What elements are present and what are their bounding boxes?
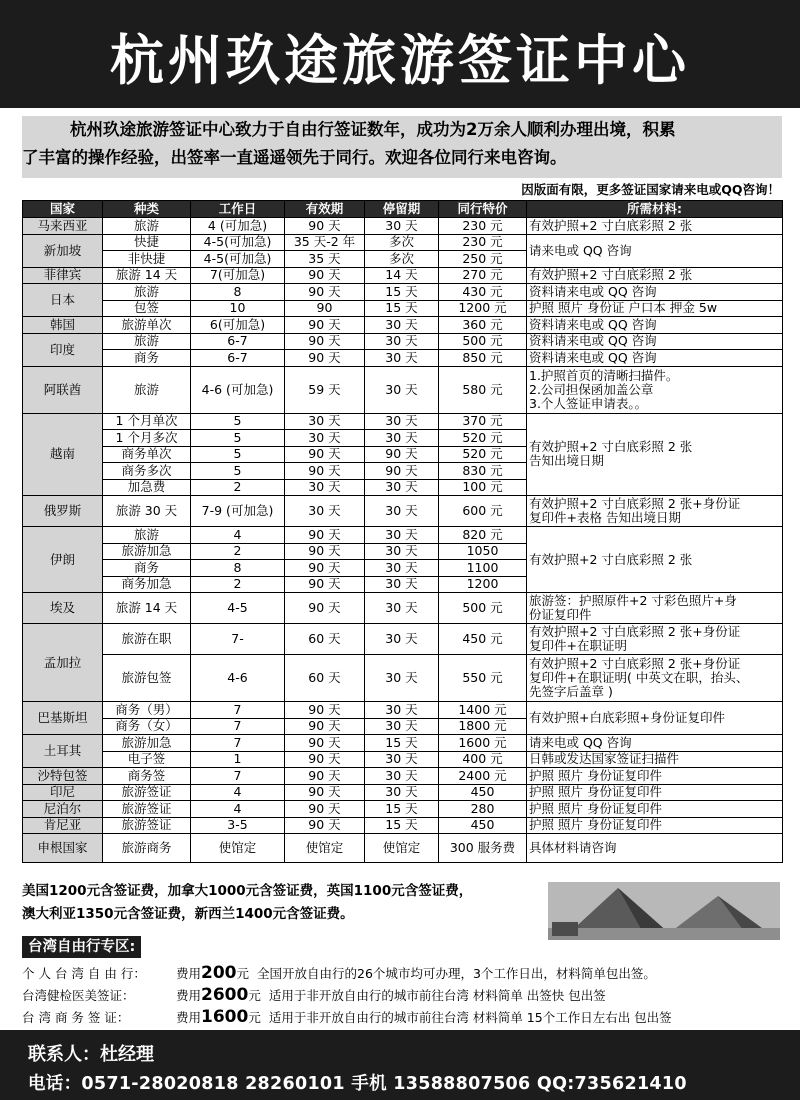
validity-cell: 90 天: [285, 718, 365, 735]
price-cell: 500 元: [439, 333, 527, 350]
workdays-cell: 8: [191, 560, 285, 577]
stay-cell: 多次: [365, 234, 439, 251]
header-stay: 停留期: [365, 201, 439, 218]
type-cell: 旅游加急: [103, 735, 191, 752]
stay-cell: 30 天: [365, 333, 439, 350]
price-cell: 830 元: [439, 463, 527, 480]
extra-line: 美国1200元含签证费，加拿大1000元含签证费，英国1100元含签证费，: [22, 883, 473, 899]
table-row: [23, 801, 783, 818]
requirement-line: 有效护照+2 寸白底彩照 2 张+身份证: [529, 496, 741, 511]
stay-cell: 30 天: [365, 543, 439, 560]
validity-cell: 90 天: [285, 333, 365, 350]
table-row: [23, 413, 783, 430]
requirement-line: 复印件+在职证明: [529, 638, 627, 653]
requirement-line: 2.公司担保函加盖公章: [529, 381, 654, 397]
stay-cell: 30 天: [365, 576, 439, 593]
table-row: [23, 768, 783, 785]
table-row: [23, 267, 783, 284]
requirements-cell: 有效护照+白底彩照+身份证复印件: [527, 702, 783, 735]
workdays-cell: 7: [191, 718, 285, 735]
price-cell: 2400 元: [439, 768, 527, 785]
country-cell: 伊朗: [23, 527, 103, 593]
requirements-cell: 资料请来电或 QQ 咨询: [527, 350, 783, 367]
table-row: [23, 834, 783, 863]
price-cell: 580 元: [439, 366, 527, 413]
type-cell: 商务: [103, 350, 191, 367]
price-cell: 850 元: [439, 350, 527, 367]
pyramids-image: [548, 882, 780, 940]
price-cell: 1200 元: [439, 300, 527, 317]
workdays-cell: 5: [191, 463, 285, 480]
workdays-cell: 2: [191, 576, 285, 593]
stay-cell: 使馆定: [365, 834, 439, 863]
country-cell: 肯尼亚: [23, 817, 103, 834]
header-banner: [0, 0, 800, 108]
header-country: 国家: [23, 201, 103, 218]
stay-cell: 30 天: [365, 702, 439, 719]
intro-line: 了丰富的操作经验，出签率一直遥遥领先于同行。欢迎各位同行来电咨询。: [22, 148, 567, 167]
country-cell: 印尼: [23, 784, 103, 801]
validity-cell: 30 天: [285, 479, 365, 496]
table-row: [23, 366, 783, 413]
stay-cell: 30 天: [365, 784, 439, 801]
country-cell: 印度: [23, 333, 103, 366]
workdays-cell: 6-7: [191, 350, 285, 367]
workdays-cell: 7: [191, 735, 285, 752]
stay-cell: 30 天: [365, 768, 439, 785]
price-cell: 1600 元: [439, 735, 527, 752]
price-cell: 550 元: [439, 655, 527, 702]
country-cell: 埃及: [23, 593, 103, 624]
stay-cell: 30 天: [365, 655, 439, 702]
type-cell: 加急费: [103, 479, 191, 496]
validity-cell: 90 天: [285, 317, 365, 334]
type-cell: 1 个月单次: [103, 413, 191, 430]
stay-cell: 多次: [365, 251, 439, 268]
stay-cell: 15 天: [365, 300, 439, 317]
price-cell: 520 元: [439, 430, 527, 447]
price-cell: 360 元: [439, 317, 527, 334]
stay-cell: 15 天: [365, 801, 439, 818]
workdays-cell: 7(可加急): [191, 267, 285, 284]
country-cell: 韩国: [23, 317, 103, 334]
requirement-line: 复印件+在职证明( 中英文在职，抬头、: [529, 670, 749, 685]
type-cell: 旅游: [103, 218, 191, 235]
header-validity: 有效期: [285, 201, 365, 218]
requirement-line: 有效护照+2 寸白底彩照 2 张: [529, 439, 693, 455]
requirements-cell: 资料请来电或 QQ 咨询: [527, 333, 783, 350]
price-cell: 520 元: [439, 446, 527, 463]
country-cell: 孟加拉: [23, 624, 103, 702]
validity-cell: 30 天: [285, 496, 365, 527]
validity-cell: 90 天: [285, 751, 365, 768]
requirements-cell: [527, 655, 783, 702]
requirements-cell: 护照 照片 身份证 户口本 押金 5w: [527, 300, 783, 317]
country-cell: 越南: [23, 413, 103, 496]
requirements-cell: 护照 照片 身份证复印件: [527, 784, 783, 801]
page-title: 杭州玖途旅游签证中心: [110, 29, 690, 92]
workdays-cell: 4 (可加急): [191, 218, 285, 235]
stay-cell: 15 天: [365, 735, 439, 752]
validity-cell: 90 天: [285, 218, 365, 235]
stay-cell: 30 天: [365, 718, 439, 735]
country-cell: 土耳其: [23, 735, 103, 768]
price-cell: 1800 元: [439, 718, 527, 735]
requirements-cell: 有效护照+2 寸白底彩照 2 张: [527, 527, 783, 593]
fee-amount: 1600: [201, 1007, 249, 1027]
contact-person: 联系人：杜经理: [28, 1044, 154, 1065]
workdays-cell: 6(可加急): [191, 317, 285, 334]
item-name: 个 人 台 湾 自 由 行：: [22, 966, 146, 981]
stay-cell: 30 天: [365, 624, 439, 655]
price-cell: 500 元: [439, 593, 527, 624]
requirement-line: 3.个人签证申请表。。: [529, 395, 648, 411]
workdays-cell: 4-5(可加急): [191, 234, 285, 251]
notice-text: 因版面有限，更多签证国家请来电或QQ咨询！: [521, 182, 780, 197]
table-row: [23, 702, 783, 719]
workdays-cell: 4-5: [191, 593, 285, 624]
table-row: [23, 350, 783, 367]
type-cell: 旅游加急: [103, 543, 191, 560]
table-header-row: [23, 201, 783, 218]
type-cell: 旅游签证: [103, 784, 191, 801]
table-row: [23, 655, 783, 702]
type-cell: 旅游签证: [103, 801, 191, 818]
stay-cell: 30 天: [365, 218, 439, 235]
table-row: [23, 527, 783, 544]
workdays-cell: 5: [191, 446, 285, 463]
workdays-cell: 4: [191, 784, 285, 801]
price-cell: 400 元: [439, 751, 527, 768]
item-description: 适用于非开放自由行的城市前往台湾 材料简单 15个工作日左右出 包出签: [268, 1010, 672, 1025]
validity-cell: 90 天: [285, 543, 365, 560]
validity-cell: 90 天: [285, 768, 365, 785]
fee-prefix: 费用: [176, 1010, 202, 1025]
price-cell: 250 元: [439, 251, 527, 268]
fee-unit: 元: [248, 1010, 261, 1025]
workdays-cell: 2: [191, 479, 285, 496]
type-cell: 商务签: [103, 768, 191, 785]
workdays-cell: 4: [191, 801, 285, 818]
type-cell: 快捷: [103, 234, 191, 251]
stay-cell: 90 天: [365, 463, 439, 480]
type-cell: 旅游: [103, 333, 191, 350]
stay-cell: 30 天: [365, 413, 439, 430]
type-cell: 旅游: [103, 366, 191, 413]
intro-box: [22, 116, 782, 178]
table-row: [23, 593, 783, 624]
table-row: [23, 284, 783, 301]
workdays-cell: 8: [191, 284, 285, 301]
intro-line: 杭州玖途旅游签证中心致力于自由行签证数年，成功为2万余人顺利办理出境，积累: [70, 120, 676, 139]
country-cell: 马来西亚: [23, 218, 103, 235]
validity-cell: 90 天: [285, 593, 365, 624]
price-cell: 230 元: [439, 234, 527, 251]
country-cell: 菲律宾: [23, 267, 103, 284]
header-price: 同行特价: [439, 201, 527, 218]
workdays-cell: 4-6 (可加急): [191, 366, 285, 413]
workdays-cell: 5: [191, 413, 285, 430]
header-requirements: 所需材料:: [527, 201, 783, 218]
fee-unit: 元: [236, 966, 250, 981]
price-cell: 1400 元: [439, 702, 527, 719]
stay-cell: 30 天: [365, 366, 439, 413]
table-row: [23, 496, 783, 527]
workdays-cell: 使馆定: [191, 834, 285, 863]
validity-cell: 35 天-2 年: [285, 234, 365, 251]
requirements-cell: 具体材料请咨询: [527, 834, 783, 863]
type-cell: 旅游商务: [103, 834, 191, 863]
price-cell: 600 元: [439, 496, 527, 527]
type-cell: 商务加急: [103, 576, 191, 593]
price-cell: 820 元: [439, 527, 527, 544]
list-item: [22, 962, 782, 984]
requirement-line: 1.护照首页的清晰扫描件。: [529, 367, 679, 383]
requirements-cell: 请来电或 QQ 咨询: [527, 735, 783, 752]
validity-cell: 90 天: [285, 446, 365, 463]
price-cell: 450 元: [439, 624, 527, 655]
fee-prefix: 费用: [176, 988, 202, 1003]
table-row: [23, 300, 783, 317]
type-cell: 1 个月多次: [103, 430, 191, 447]
workdays-cell: 7: [191, 702, 285, 719]
requirement-line: 有效护照+2 寸白底彩照 2 张+身份证: [529, 624, 741, 639]
validity-cell: 90: [285, 300, 365, 317]
price-cell: 230 元: [439, 218, 527, 235]
price-cell: 300 服务费: [439, 834, 527, 863]
workdays-cell: 1: [191, 751, 285, 768]
visa-price-table: [22, 200, 783, 863]
type-cell: 旅游 14 天: [103, 593, 191, 624]
item-name: 台湾健检医美签证：: [22, 988, 135, 1003]
type-cell: 旅游: [103, 527, 191, 544]
requirements-cell: 有效护照+2 寸白底彩照 2 张: [527, 218, 783, 235]
workdays-cell: 7-: [191, 624, 285, 655]
country-cell: 沙特包签: [23, 768, 103, 785]
validity-cell: 60 天: [285, 655, 365, 702]
workdays-cell: 6-7: [191, 333, 285, 350]
validity-cell: 90 天: [285, 284, 365, 301]
workdays-cell: 4-6: [191, 655, 285, 702]
validity-cell: 90 天: [285, 350, 365, 367]
validity-cell: 90 天: [285, 267, 365, 284]
validity-cell: 90 天: [285, 735, 365, 752]
requirements-cell: 请来电或 QQ 咨询: [527, 234, 783, 267]
requirements-cell: [527, 624, 783, 655]
pyramids-photo: [548, 882, 780, 940]
requirements-cell: 护照 照片 身份证复印件: [527, 801, 783, 818]
item-name: 台 湾 商 务 签 证：: [22, 1010, 130, 1025]
validity-cell: 90 天: [285, 817, 365, 834]
validity-cell: 30 天: [285, 413, 365, 430]
validity-cell: 90 天: [285, 463, 365, 480]
workdays-cell: 4-5(可加急): [191, 251, 285, 268]
type-cell: 旅游签证: [103, 817, 191, 834]
list-item: [22, 1006, 782, 1028]
stay-cell: 14 天: [365, 267, 439, 284]
stay-cell: 30 天: [365, 751, 439, 768]
requirements-cell: [527, 413, 783, 496]
requirement-line: 有效护照+2 寸白底彩照 2 张+身份证: [529, 656, 741, 671]
price-cell: 1100: [439, 560, 527, 577]
type-cell: 旅游单次: [103, 317, 191, 334]
validity-cell: 90 天: [285, 702, 365, 719]
price-cell: 450: [439, 784, 527, 801]
taiwan-list: [22, 962, 782, 1028]
validity-cell: 90 天: [285, 560, 365, 577]
requirement-line: 复印件+表格 告知出境日期: [529, 510, 681, 525]
table-row: [23, 218, 783, 235]
type-cell: 商务单次: [103, 446, 191, 463]
workdays-cell: 2: [191, 543, 285, 560]
item-description: 适用于非开放自由行的城市前往台湾 材料简单 出签快 包出签: [268, 988, 606, 1003]
type-cell: 旅游在职: [103, 624, 191, 655]
workdays-cell: 10: [191, 300, 285, 317]
type-cell: 旅游 30 天: [103, 496, 191, 527]
stay-cell: 30 天: [365, 593, 439, 624]
taiwan-section-title: 台湾自由行专区:: [22, 936, 141, 958]
price-cell: 100 元: [439, 479, 527, 496]
stay-cell: 30 天: [365, 430, 439, 447]
country-cell: 日本: [23, 284, 103, 317]
requirements-cell: 有效护照+2 寸白底彩照 2 张: [527, 267, 783, 284]
price-cell: 430 元: [439, 284, 527, 301]
workdays-cell: 3-5: [191, 817, 285, 834]
country-cell: 新加坡: [23, 234, 103, 267]
table-row: [23, 784, 783, 801]
type-cell: 旅游: [103, 284, 191, 301]
requirements-cell: [527, 496, 783, 527]
type-cell: 旅游包签: [103, 655, 191, 702]
validity-cell: 60 天: [285, 624, 365, 655]
stay-cell: 30 天: [365, 350, 439, 367]
header-type: 种类: [103, 201, 191, 218]
header-workdays: 工作日: [191, 201, 285, 218]
fee-prefix: 费用: [176, 966, 202, 981]
type-cell: 商务多次: [103, 463, 191, 480]
requirement-line: 份证复印件: [529, 607, 592, 622]
fee-amount: 2600: [201, 985, 249, 1005]
validity-cell: 35 天: [285, 251, 365, 268]
type-cell: 商务（男）: [103, 702, 191, 719]
type-cell: 非快捷: [103, 251, 191, 268]
workdays-cell: 7-9 (可加急): [191, 496, 285, 527]
item-description: 全国开放自由行的26个城市均可办理，3个工作日出，材料简单包出签。: [257, 966, 656, 981]
requirements-cell: 护照 照片 身份证复印件: [527, 768, 783, 785]
price-cell: 280: [439, 801, 527, 818]
fee-unit: 元: [248, 988, 261, 1003]
stay-cell: 30 天: [365, 479, 439, 496]
price-cell: 270 元: [439, 267, 527, 284]
validity-cell: 90 天: [285, 784, 365, 801]
price-cell: 1050: [439, 543, 527, 560]
validity-cell: 30 天: [285, 430, 365, 447]
requirements-cell: 日韩或发达国家签证扫描件: [527, 751, 783, 768]
table-row: [23, 624, 783, 655]
country-cell: 阿联酋: [23, 366, 103, 413]
list-item: [22, 984, 782, 1006]
validity-cell: 90 天: [285, 527, 365, 544]
validity-cell: 90 天: [285, 801, 365, 818]
requirements-cell: [527, 366, 783, 413]
table-row: [23, 735, 783, 752]
requirements-cell: 护照 照片 身份证复印件: [527, 817, 783, 834]
type-cell: 电子签: [103, 751, 191, 768]
type-cell: 旅游 14 天: [103, 267, 191, 284]
requirements-cell: 资料请来电或 QQ 咨询: [527, 284, 783, 301]
stay-cell: 30 天: [365, 527, 439, 544]
country-cell: 巴基斯坦: [23, 702, 103, 735]
price-cell: 450: [439, 817, 527, 834]
requirements-cell: [527, 593, 783, 624]
table-row: [23, 333, 783, 350]
table-row: [23, 817, 783, 834]
table-row: [23, 751, 783, 768]
stay-cell: 30 天: [365, 317, 439, 334]
workdays-cell: 5: [191, 430, 285, 447]
country-cell: 尼泊尔: [23, 801, 103, 818]
country-cell: 俄罗斯: [23, 496, 103, 527]
stay-cell: 30 天: [365, 560, 439, 577]
country-cell: 申根国家: [23, 834, 103, 863]
footer-contact: [0, 1030, 800, 1100]
requirement-line: 旅游签：护照原件+2 寸彩色照片+身: [529, 593, 737, 608]
extra-line: 澳大利亚1350元含签证费，新西兰1400元含签证费。: [22, 906, 354, 922]
validity-cell: 90 天: [285, 576, 365, 593]
table-row: [23, 317, 783, 334]
workdays-cell: 4: [191, 527, 285, 544]
stay-cell: 15 天: [365, 817, 439, 834]
requirement-line: 告知出境日期: [529, 453, 605, 469]
validity-cell: 使馆定: [285, 834, 365, 863]
stay-cell: 90 天: [365, 446, 439, 463]
stay-cell: 15 天: [365, 284, 439, 301]
workdays-cell: 7: [191, 768, 285, 785]
stay-cell: 30 天: [365, 496, 439, 527]
type-cell: 商务（女）: [103, 718, 191, 735]
validity-cell: 59 天: [285, 366, 365, 413]
extra-countries-text: [22, 880, 542, 926]
type-cell: 包签: [103, 300, 191, 317]
price-cell: 1200: [439, 576, 527, 593]
fee-amount: 200: [201, 963, 237, 983]
requirement-line: 先签字后盖章 ): [529, 684, 613, 699]
contact-phones: 电话：0571-28020818 28260101 手机 13588807506 QQ:735621410: [28, 1074, 687, 1094]
table-row: [23, 234, 783, 251]
type-cell: 商务: [103, 560, 191, 577]
requirements-cell: 资料请来电或 QQ 咨询: [527, 317, 783, 334]
price-cell: 370 元: [439, 413, 527, 430]
